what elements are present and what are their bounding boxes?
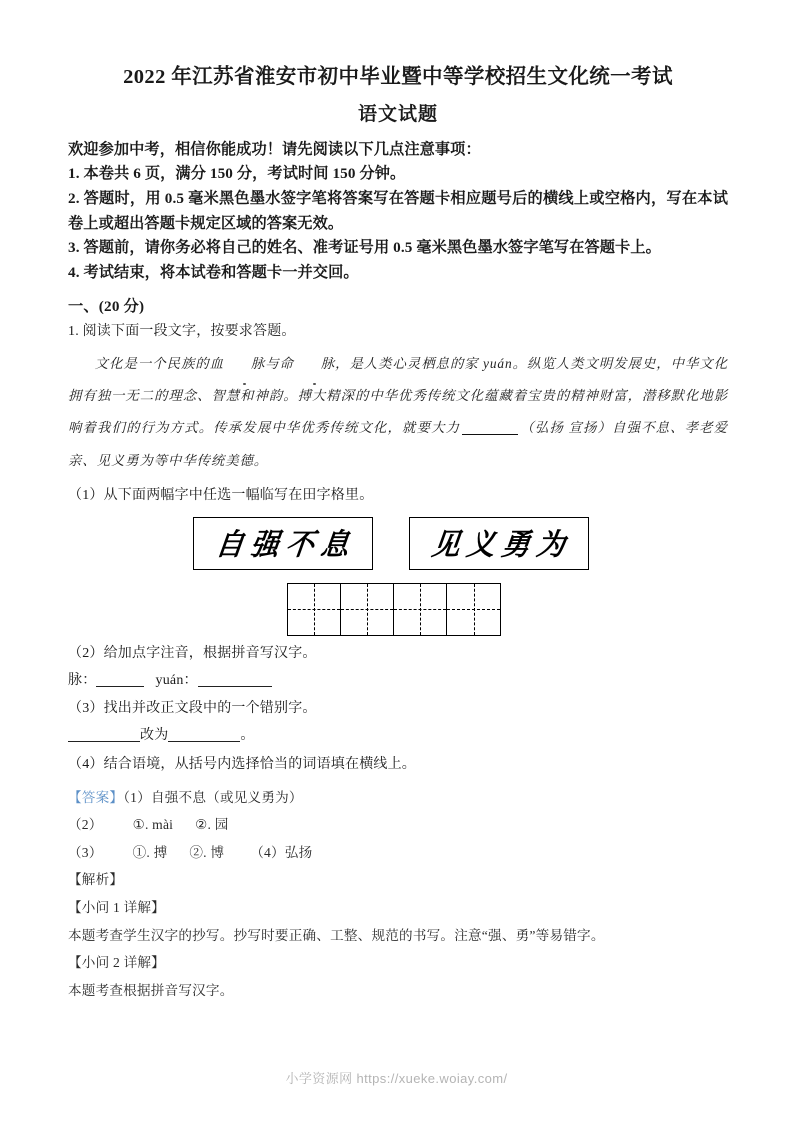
calligraphy-text-1: 自强不息 (214, 529, 359, 563)
answer-line-1 (68, 784, 728, 811)
analysis-item-2-head: 【小问 2 详解】 (68, 955, 165, 971)
section-heading-one: 一、(20 分) (68, 297, 145, 315)
analysis-item-2-body: 本题考查根据拼音写汉字。 (68, 983, 234, 999)
notice-item-4: 4. 考试结束，将本试卷和答题卡一并交回。 (68, 263, 359, 281)
answer-blank-3 (68, 741, 140, 742)
site-watermark: 小学资源网 https://xueke.woiay.com/ (285, 1071, 508, 1086)
pinyin-label-mai: 脉： (68, 672, 97, 688)
answer-num-3: （3） (68, 844, 103, 860)
tianzige-cell (447, 584, 500, 635)
answer-num-2: （2） (68, 817, 103, 833)
tianzige-cell (288, 584, 341, 635)
answer-line-2 (68, 811, 728, 838)
page-subtitle: 语文试题 (357, 103, 438, 125)
passage-emphasis-1: 脉 (224, 348, 265, 380)
answer-content-1: （1）自强不息（或见义勇为） (123, 790, 303, 806)
question-1-sub-2-blanks (68, 668, 728, 695)
question-1-sub-2: （2）给加点字注音，根据拼音写汉字。 (68, 645, 317, 661)
answer-blank-2 (198, 686, 272, 687)
tianzige-grid-wrap (68, 579, 728, 641)
answer-line-3 (68, 839, 728, 866)
page-content (68, 62, 728, 1005)
passage-segment-3: ，是人类心灵栖息的家 yuán。纵览人类文明发展史，中华文化拥有独一无二的理念、智慧和神韵。搏大精深的中华优秀传统文化蕴藏着宝贵的精神财富，潜移默化地影响着我们的行为方式。传承发展中华优秀传统文化，就要大力 (68, 355, 728, 436)
tianzige-cell (394, 584, 447, 635)
tianzige-grid (287, 583, 501, 636)
analysis-item-1-body: 本题考查学生汉字的抄写。抄写时要正确、工整、规范的书写。注意“强、勇”等易错字。 (68, 927, 605, 943)
question-1-sub-4: （4）结合语境，从括号内选择恰当的词语填在横线上。 (68, 757, 416, 773)
exam-notice-block (68, 138, 728, 286)
answer-item-3c: （4）弘扬 (250, 844, 313, 860)
question-1-sub-3-blanks (68, 723, 728, 750)
answer-item-2b: ②. 园 (195, 817, 229, 833)
question-1-sub-3: （3）找出并改正文段中的一个错别字。 (68, 701, 317, 717)
tianzige-cell (341, 584, 394, 635)
page-title: 2022 年江苏省淮安市初中毕业暨中等学校招生文化统一考试 (123, 66, 673, 88)
answer-block (68, 784, 728, 866)
answer-blank-1 (96, 686, 144, 687)
calligraphy-box-1 (193, 517, 373, 570)
calligraphy-boxes (68, 517, 728, 577)
correction-period: 。 (240, 728, 255, 744)
correction-label: 改为 (140, 728, 169, 744)
passage-segment-4: （弘扬 宣扬）自强不息、孝老爱亲、见义勇为等中华传统美德。 (68, 420, 728, 468)
answer-item-3a: ①. 搏 (132, 844, 168, 860)
answer-tag: 【答案】 (68, 790, 124, 806)
question-1-passage (68, 348, 728, 478)
passage-segment-1: 文化是一个民族的血 (94, 355, 225, 371)
question-1-stem: 1. 阅读下面一段文字，按要求答题。 (68, 323, 296, 339)
question-1-sub-1: （1）从下面两幅字中任选一幅临写在田字格里。 (68, 488, 374, 504)
notice-item-2: 2. 答题时，用 0.5 毫米黑色墨水签字笔将答案写在答题卡相应题号后的横线上或空格内，写在本试卷上或超出答题卡规定区域的答案无效。 (68, 190, 728, 232)
answer-item-3b: ②. 博 (189, 844, 225, 860)
analysis-block (68, 866, 728, 1005)
analysis-tag: 【解析】 (68, 871, 124, 887)
notice-intro: 欢迎参加中考，相信你能成功！请先阅读以下几点注意事项： (68, 140, 481, 158)
passage-blank-underline (462, 434, 518, 435)
calligraphy-box-2 (409, 517, 589, 570)
passage-emphasis-2: 脉 (294, 348, 335, 380)
calligraphy-text-2: 见义勇为 (430, 529, 575, 563)
pinyin-label-yuan: yuán： (155, 672, 198, 688)
answer-item-2a: ①. mài (132, 817, 174, 833)
notice-item-1: 1. 本卷共 6 页，满分 150 分，考试时间 150 分钟。 (68, 165, 406, 183)
answer-blank-4 (168, 741, 240, 742)
notice-item-3: 3. 答题前，请你务必将自己的姓名、准考证号用 0.5 毫米黑色墨水签字笔写在答题卡上。 (68, 239, 661, 257)
passage-segment-2: 与命 (265, 355, 294, 371)
analysis-item-1-head: 【小问 1 详解】 (68, 899, 165, 915)
